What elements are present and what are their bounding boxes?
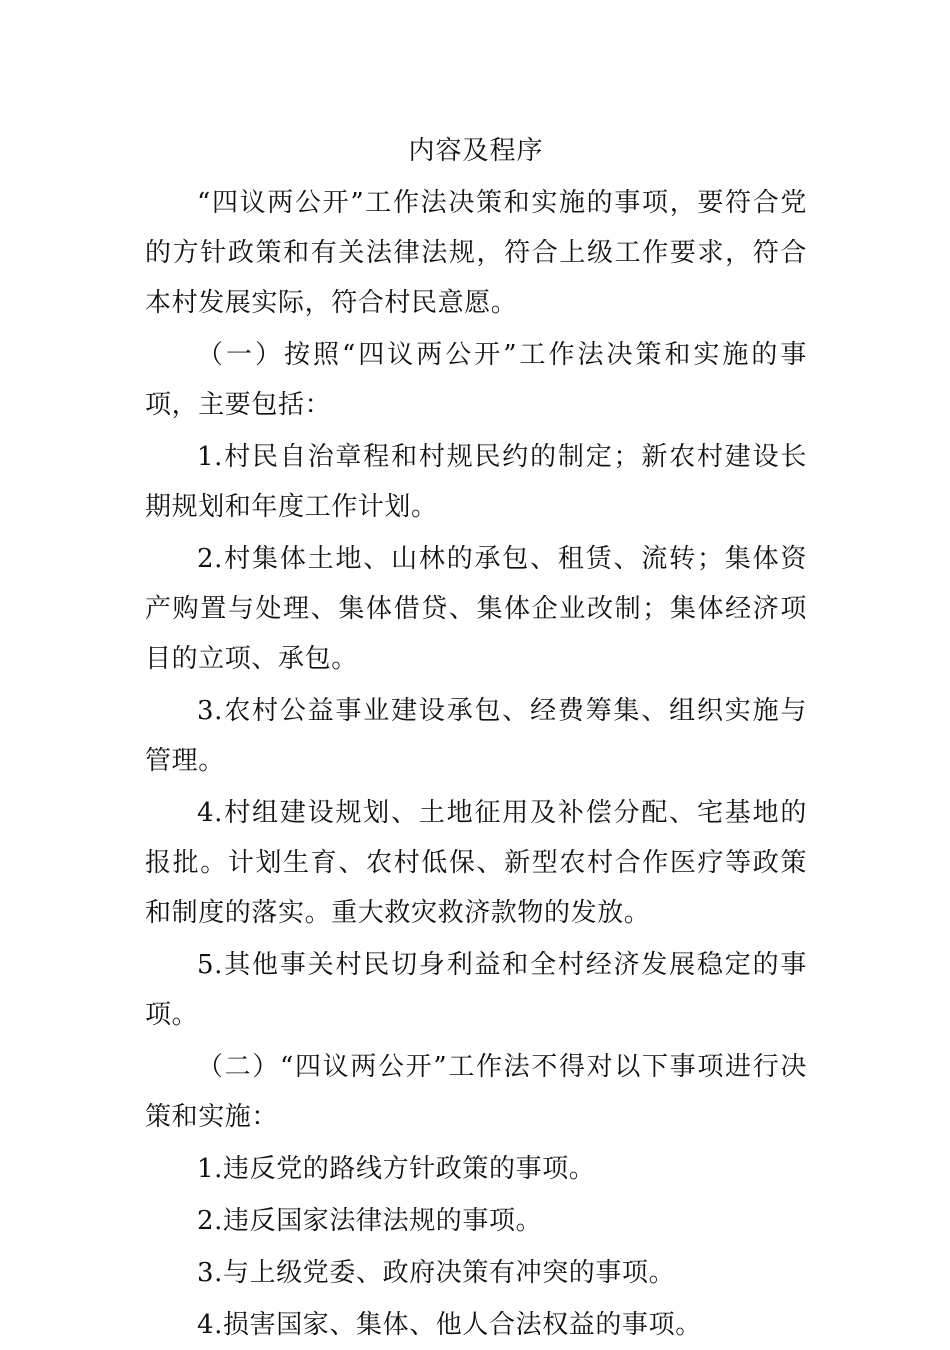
paragraph-item-2-2: 2.违反国家法律法规的事项。 [197,1206,543,1236]
paragraph-item-2-4: 4.损害国家、集体、他人合法权益的事项。 [197,1310,702,1340]
document-page [145,128,807,1350]
paragraph-item-1-2: 2.村集体土地、山林的承包、租赁、流转；集体资产购置与处理、集体借贷、集体企业改制；集体经济项目的立项、承包。 [145,544,807,674]
paragraph-item-1-5: 5.其他事关村民切身利益和全村经济发展稳定的事项。 [145,950,807,1030]
paragraph-item-1-4: 4.村组建设规划、土地征用及补偿分配、宅基地的报批。计划生育、农村低保、新型农村合作医疗等政策和制度的落实。重大救灾救济款物的发放。 [145,798,807,928]
paragraph-item-1-3: 3.农村公益事业建设承包、经费筹集、组织实施与管理。 [145,696,807,776]
paragraph-item-2-1: 1.违反党的路线方针政策的事项。 [197,1154,596,1184]
paragraph-intro: “四议两公开”工作法决策和实施的事项，要符合党的方针政策和有关法律法规，符合上级工作要求，符合本村发展实际，符合村民意愿。 [145,188,807,318]
paragraph-item-2-3: 3.与上级党委、政府决策有冲突的事项。 [197,1258,676,1288]
paragraph-section-2-heading: （二）“四议两公开”工作法不得对以下事项进行决策和实施： [145,1052,807,1132]
paragraph-item-1-1: 1.村民自治章程和村规民约的制定；新农村建设长期规划和年度工作计划。 [145,442,807,522]
paragraph-section-1-heading: （一）按照“四议两公开”工作法决策和实施的事项，主要包括： [145,340,807,420]
document-title: 内容及程序 [408,136,544,166]
